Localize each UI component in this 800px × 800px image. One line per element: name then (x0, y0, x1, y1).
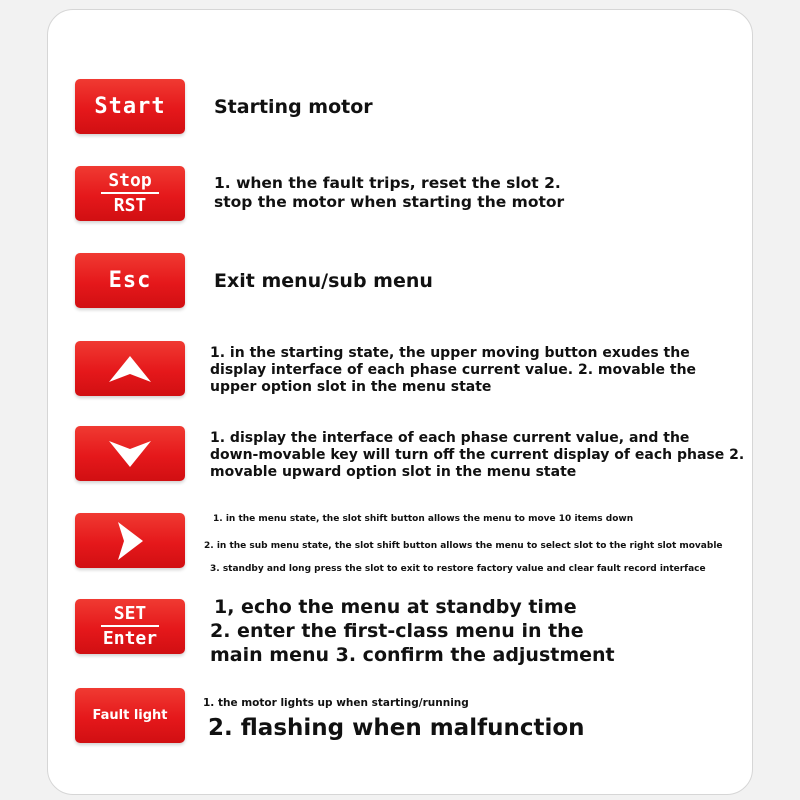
arrow-down-icon (107, 439, 153, 469)
down-description-line3: movable upward option slot in the menu state (210, 464, 577, 480)
set-key-label: SET (101, 605, 159, 627)
arrow-right-icon (115, 520, 145, 562)
start-key-label: Start (94, 94, 166, 119)
fault-light-description-line1: 1. the motor lights up when starting/running (203, 697, 469, 709)
right-key[interactable] (75, 513, 185, 568)
down-description-line2: down-movable key will turn off the current display of each phase 2. (210, 447, 745, 463)
set-enter-description-line1: 1, echo the menu at standby time (214, 596, 577, 618)
stop-key-label: Stop (101, 172, 159, 194)
stop-rst-description-line2: stop the motor when starting the motor (214, 193, 565, 211)
set-enter-key[interactable] (75, 599, 185, 654)
set-enter-description (210, 595, 615, 667)
up-key[interactable] (75, 341, 185, 396)
fault-light-key-label: Fault light (92, 708, 168, 723)
up-description-line2: display interface of each phase current value. 2. movable the (210, 362, 697, 378)
start-description: Starting motor (214, 96, 373, 118)
stop-rst-description-line1: 1. when the fault trips, reset the slot 2. (214, 174, 561, 192)
rst-key-label: RST (113, 195, 147, 216)
fault-light-key[interactable] (75, 688, 185, 743)
set-enter-description-line3: main menu 3. confirm the adjustment (210, 644, 615, 666)
up-description-line1: 1. in the starting state, the upper moving button exudes the (210, 345, 690, 361)
arrow-up-icon (107, 354, 153, 384)
down-description (210, 430, 744, 481)
stop-rst-key[interactable] (75, 166, 185, 221)
right-description-line1: 1. in the menu state, the slot shift button allows the menu to move 10 items down (213, 514, 634, 524)
esc-key-label: Esc (108, 268, 152, 293)
esc-description: Exit menu/sub menu (214, 270, 433, 292)
down-description-line1: 1. display the interface of each phase current value, and the (210, 430, 690, 446)
right-description-line3: 3. standby and long press the slot to exit to restore factory value and clear fault record interface (210, 564, 706, 574)
fault-light-description-line2: 2. flashing when malfunction (208, 715, 585, 741)
down-key[interactable] (75, 426, 185, 481)
right-description-line2: 2. in the sub menu state, the slot shift button allows the menu to select slot to the right slot movable (204, 541, 723, 551)
set-enter-description-line2: 2. enter the first-class menu in the (210, 620, 584, 642)
enter-key-label: Enter (102, 628, 158, 649)
stop-rst-description (214, 174, 564, 212)
up-description (210, 345, 696, 396)
esc-key[interactable] (75, 253, 185, 308)
up-description-line3: upper option slot in the menu state (210, 379, 492, 395)
start-key[interactable] (75, 79, 185, 134)
